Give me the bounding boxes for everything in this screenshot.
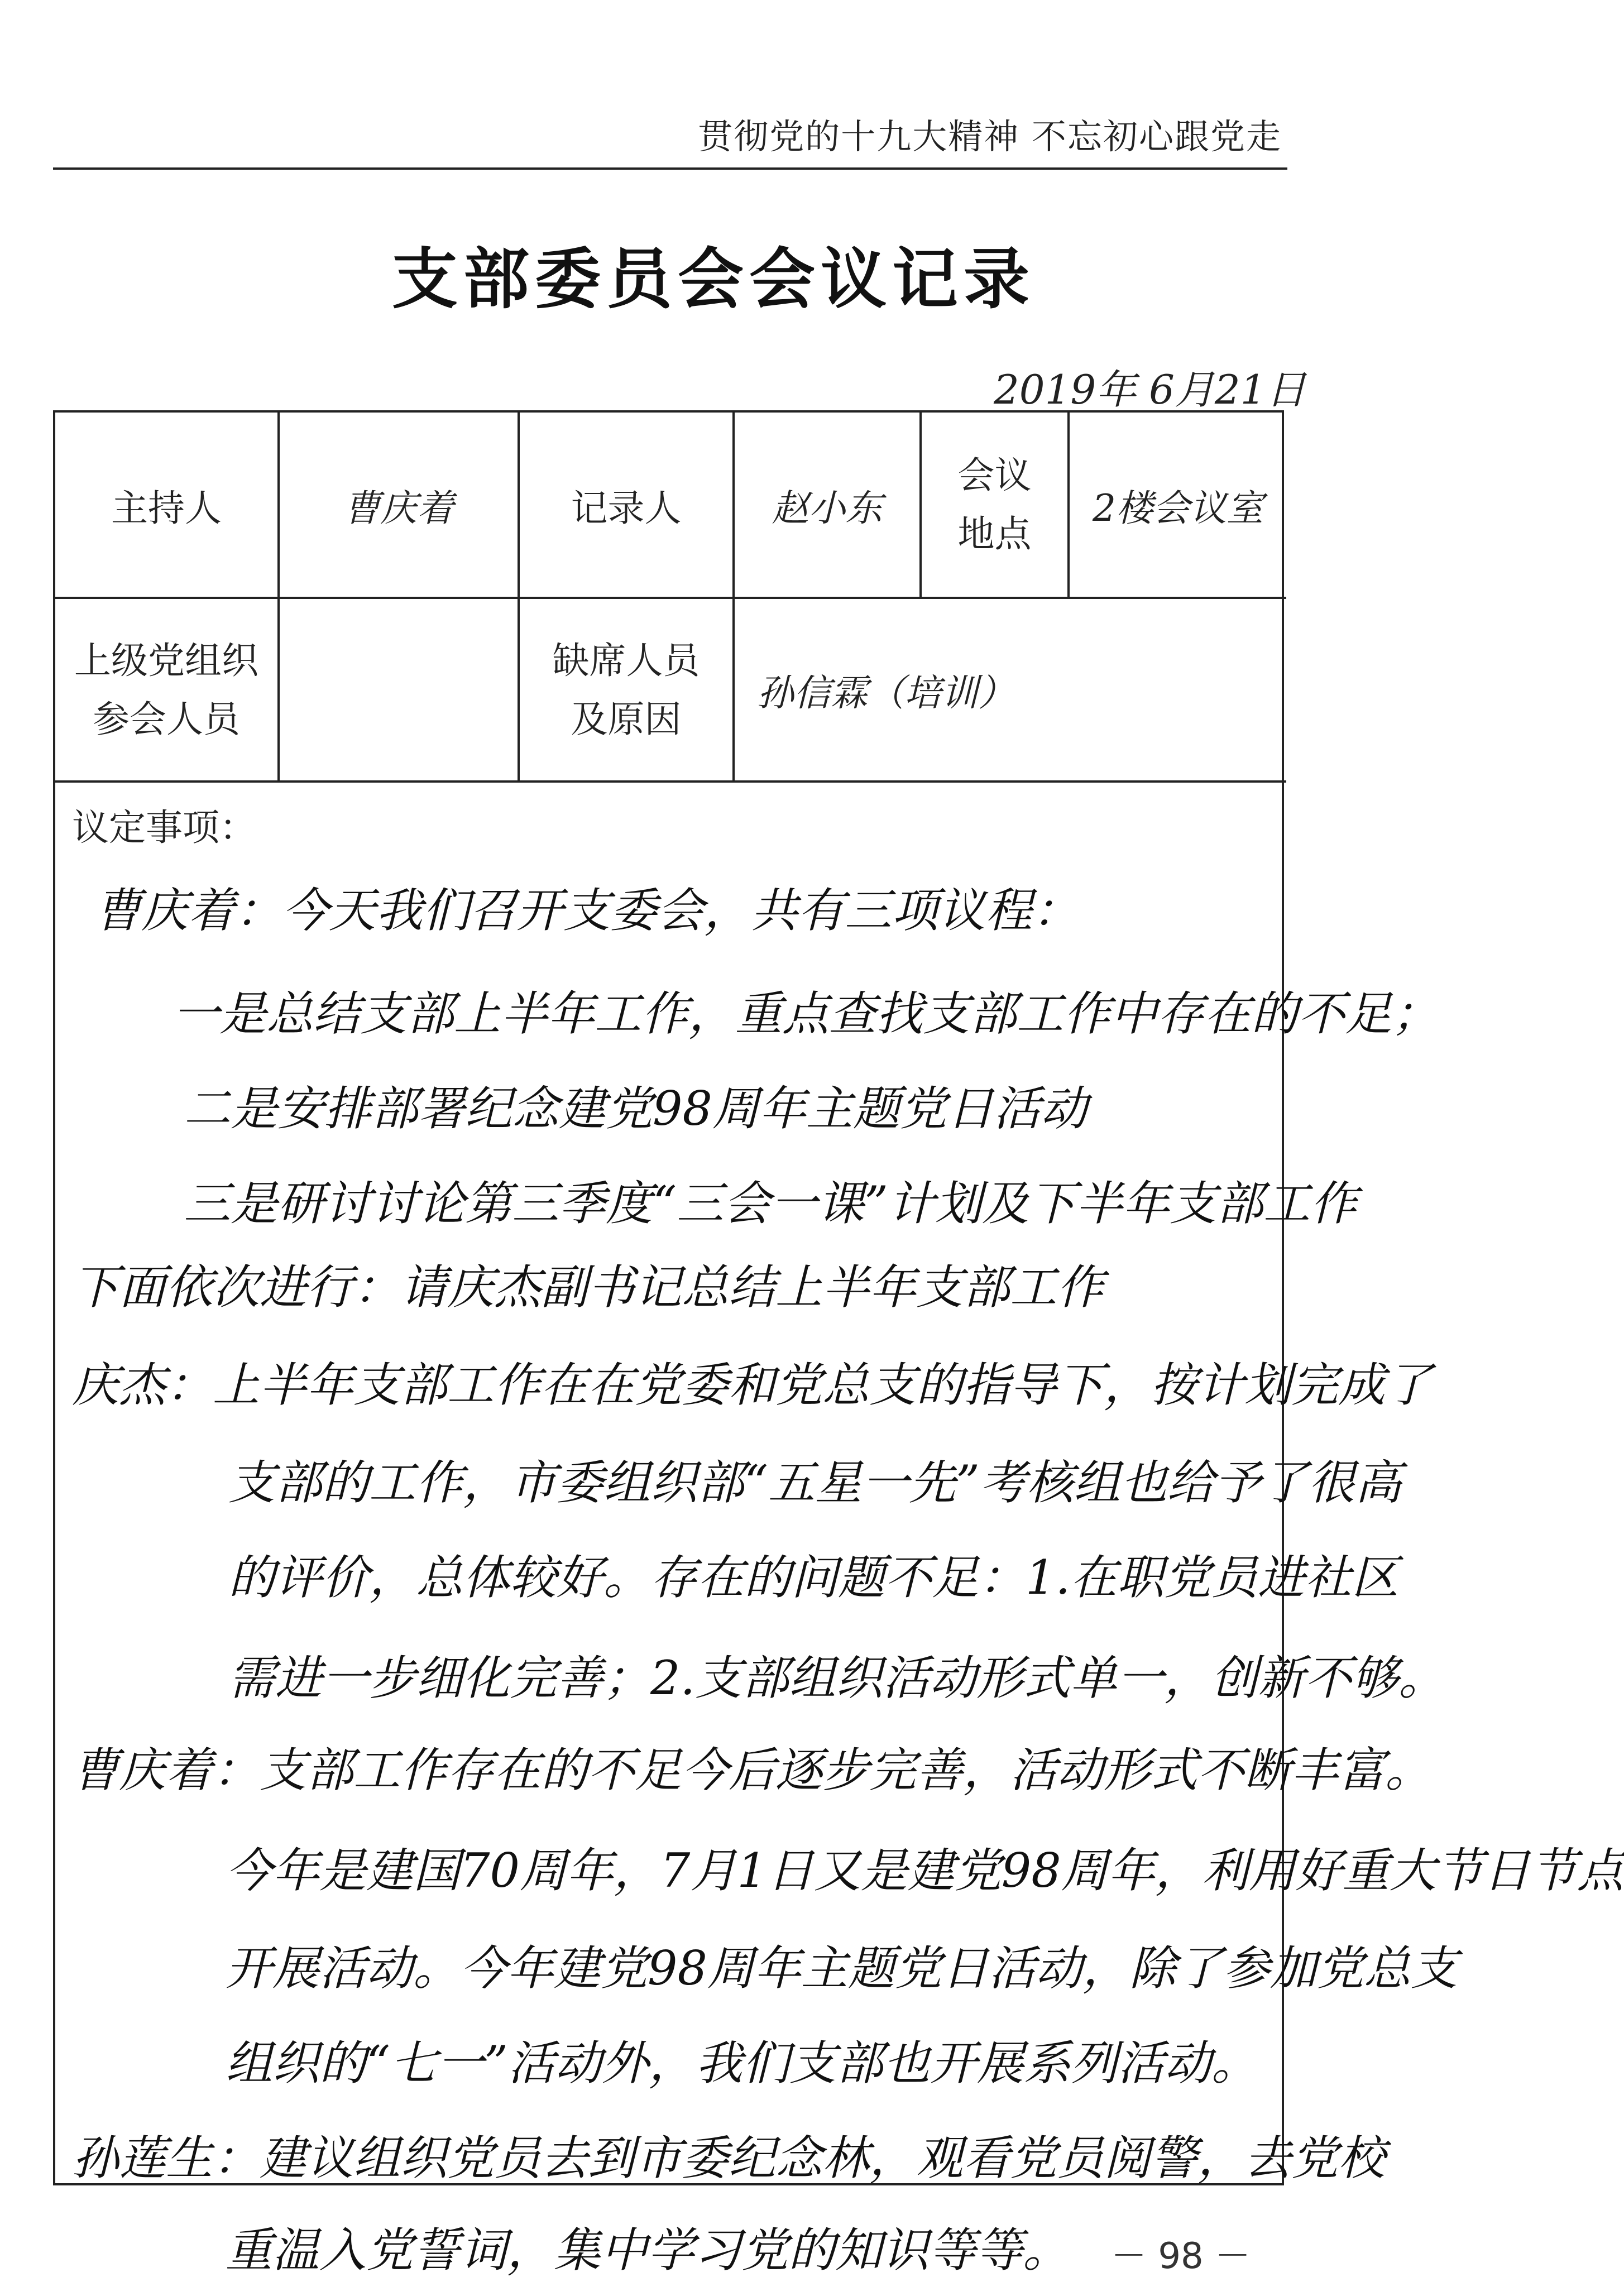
- superior-attendees-label: [55, 598, 279, 782]
- absent-label: [519, 598, 734, 782]
- superior-attendees-value: [279, 598, 519, 782]
- absent-value: 孙信霖（培训）: [734, 598, 1286, 782]
- note-line: 二是安排部署纪念建党98周年主题党日活动: [184, 1081, 1088, 1136]
- note-line: 一是总结支部上半年工作，重点查找支部工作中存在的不足；: [173, 986, 1439, 1041]
- page-title: 支部委员会会议记录: [391, 241, 1035, 318]
- location-label-line-2: 地点: [957, 512, 1032, 555]
- note-line: 庆杰：上半年支部工作在在党委和党总支的指导下，按计划完成了: [72, 1358, 1433, 1412]
- note-line: 下面依次进行：请庆杰副书记总结上半年支部工作: [72, 1260, 1104, 1315]
- absent-label-line-2: 及原因: [571, 697, 682, 741]
- absent-label-line-1: 缺席人员: [552, 639, 700, 682]
- superior-label-line-1: 上级党组织: [74, 639, 258, 682]
- meeting-date: 2019年 6月21日: [994, 366, 1306, 413]
- note-line: 的评价，总体较好。存在的问题不足：1.在职党员进社区: [228, 1550, 1399, 1605]
- location-value: 2楼会议室: [1069, 413, 1286, 598]
- recorder-label: 记录人: [519, 413, 734, 598]
- note-line: 需进一步细化完善；2.支部组织活动形式单一，创新不够。: [228, 1651, 1446, 1705]
- header-slogan: 贯彻党的十九大精神 不忘初心跟党走: [698, 116, 1282, 157]
- note-line: 重温入党誓词，集中学习党的知识等等。: [226, 2223, 1070, 2278]
- recorder-value: 赵小东: [734, 413, 921, 598]
- superior-label-line-2: 参会人员: [93, 697, 240, 741]
- note-line: 曹庆着：今天我们召开支委会，共有三项议程：: [94, 883, 1080, 938]
- note-line: 组织的“七一”活动外，我们支部也开展系列活动。: [226, 2036, 1258, 2091]
- note-line: 三是研讨讨论第三季度“三会一课”计划及下半年支部工作: [184, 1176, 1357, 1231]
- host-label: 主持人: [55, 413, 279, 598]
- location-label: [921, 413, 1069, 598]
- page-number: － 98 －: [1111, 2236, 1251, 2277]
- meeting-info-table: [55, 413, 1286, 783]
- note-line: 支部的工作，市委组织部“五星一先”考核组也给予了很高: [228, 1455, 1402, 1510]
- agenda-label: 议定事项：: [72, 806, 256, 849]
- note-line: 今年是建国70周年，7月1日又是建党98周年，利用好重大节日节点: [226, 1843, 1624, 1898]
- host-value: 曹庆着: [279, 413, 519, 598]
- note-line: 开展活动。今年建党98周年主题党日活动，除了参加党总支: [226, 1941, 1458, 1996]
- note-line: 孙莲生：建议组织党员去到市委纪念林，观看党员阅警，去党校: [72, 2131, 1386, 2185]
- header-rule: [53, 167, 1287, 170]
- location-label-line-1: 会议: [957, 454, 1032, 497]
- note-line: 曹庆着：支部工作存在的不足今后逐步完善，活动形式不断丰富。: [72, 1743, 1433, 1797]
- meeting-record-form: [53, 410, 1624, 2278]
